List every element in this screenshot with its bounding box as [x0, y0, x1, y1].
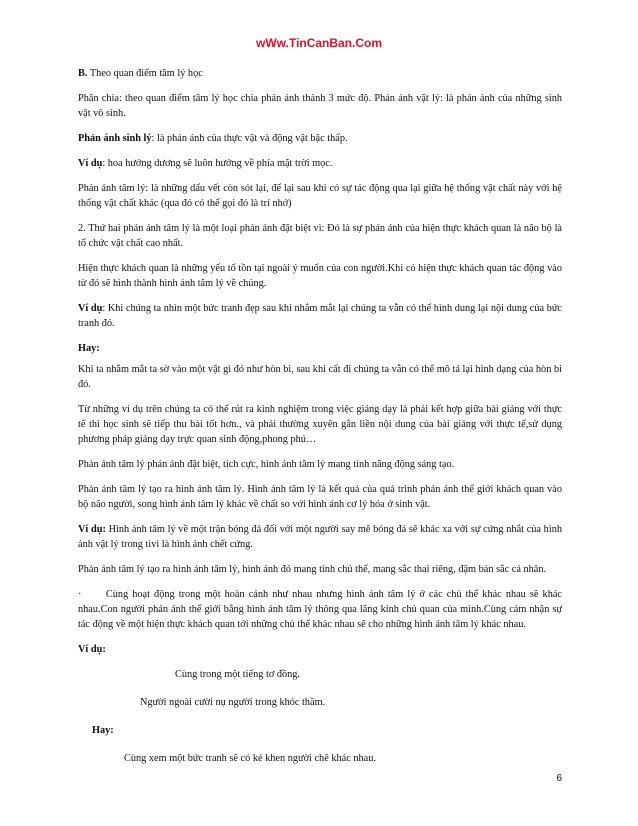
- page-number: 6: [556, 773, 562, 784]
- section-heading-b: [78, 66, 562, 81]
- paragraph-example-sunflower: [78, 156, 562, 171]
- term-label: Phản ánh sinh lý: [78, 133, 152, 144]
- paragraph-example-marble: Khi ta nhắm mắt ta sờ vào một vật gì đó như hòn bi, sau khi cất đi chúng ta vẫn có thể mô tả lại hình dạng của hòn bi đó.: [78, 364, 562, 390]
- paragraph-painting-opinions: Cùng xem một bức tranh sẽ có kẻ khen người chê khác nhau.: [124, 753, 376, 764]
- paragraph-physiological-reflection: [78, 131, 562, 146]
- paragraph-psychological-image: Phản ánh tâm lý tạo ra hình ảnh tâm lý. Hình ảnh tâm lý là kết quả của quá trình phản ánh thế giới khách quan vào bộ não người, song hình ảnh tâm lý khác về chất so với hình ảnh cơ lý hóa ở sinh vật.: [78, 484, 562, 510]
- paragraph-or-label: [78, 341, 562, 356]
- or-label: Hay:: [92, 725, 114, 736]
- section-title: Theo quan điểm tâm lý học: [87, 68, 203, 79]
- paragraph-example-painting: [78, 301, 562, 331]
- site-header[interactable]: wWw.TinCanBan.Com: [256, 36, 382, 50]
- example-label: Ví dụ:: [78, 644, 106, 655]
- paragraph-second-point: 2. Thứ hai phản ánh tâm lý là một loại phản ánh đặt biệt vì: Đó là sự phản ánh của hiện thực khách quan là não bộ là tổ chức vật chất cao nhất.: [78, 223, 562, 249]
- bullet-glyph: ·: [78, 589, 82, 600]
- poem-line-1: Cùng trong một tiếng tơ đồng.: [175, 669, 301, 680]
- example-label: Ví dụ:: [78, 524, 106, 535]
- paragraph-bullet-subjects: [78, 587, 562, 632]
- example-label: Ví dụ: [78, 158, 103, 169]
- example-text: Hình ảnh tâm lý về một trận bóng đá đối với một người say mê bóng đá sẽ khác xa với sự cứng nhắt của hình ảnh vật lý trong tivi là hình ảnh chết cứng.: [78, 524, 562, 550]
- bullet-text: Cùng hoạt động trong một hoàn cảnh như nhau nhưng hình ảnh tâm lý ở các chủ thể khác nhau sẽ khác nhau.Con người phản ánh thế giới bằng hình ảnh tâm lý thông qua lăng kính chủ quan của mình.Cùng cảm nhận sự tác động về một hiện thực khách quan tới những chủ thể khác nhau sẽ cho những hình ảnh tâm lý khác nhau.: [78, 589, 562, 630]
- paragraph-special-reflection: Phản ánh tâm lý phản ánh đặt biệt, tích cực, hình ảnh tâm lý mang tính năng động sáng tạo.: [78, 459, 455, 470]
- poem-line-2: Người ngoài cười nụ người trong khóc thầm.: [140, 697, 326, 708]
- paragraph-example-football: [78, 522, 562, 552]
- example-label: Ví dụ: [78, 303, 103, 314]
- example-text: : Khi chúng ta nhìn một bức tranh đẹp sau khi nhắm mắt lại chúng ta vẫn có thể hình dung lại nội dung của bức tranh đó.: [78, 303, 562, 329]
- page-content: [78, 66, 562, 776]
- section-label: B.: [78, 68, 88, 79]
- paragraph-psychological-reflection: Phản ánh tâm lý: là những dấu vết còn sót lại, để lại sau khi có sự tác động qua lại giữa hệ thống vật chất này với hệ thống vật chất khác (qua đó có thể gọi đó là trí nhớ): [78, 183, 562, 209]
- paragraph-objective-reality: Hiện thực khách quan là những yếu tố tồn tại ngoài ý muốn của con người.Khi có hiện thực khách quan tác động vào từ đó sẽ hình thành hình ảnh tâm lý về chúng.: [78, 263, 562, 289]
- paragraph-or-label-2: [78, 723, 562, 738]
- paragraph-subjective-image: Phản ánh tâm lý tạo ra hình ảnh tâm lý, hình ảnh đó mang tính chủ thể, mang sắc thai riêng, đậm bản sắc cá nhân.: [78, 564, 547, 575]
- or-label: Hay:: [78, 343, 100, 354]
- paragraph-teaching-lesson: Từ những ví dụ trên chúng ta có thể rút ra kinh nghiệm trong việc giảng dạy là phải kết hợp giữa bài giảng với thực tế thì học sinh sẽ tiếp thu bài tốt hơn., và phải thường xuyên gắn liền nội dung của bài giảng với thực tế,sử dụng phương pháp giảng dạy trực quan sinh động,phong phú…: [78, 404, 562, 445]
- example-text: : hoa hướng dương sẽ luôn hướng về phía mặt trời mọc.: [102, 158, 333, 169]
- term-text: : là phản ánh của thực vật và động vật bậc thấp.: [151, 133, 348, 144]
- paragraph-example-label: [78, 642, 562, 657]
- paragraph-classification: Phân chia: theo quan điểm tâm lý học chia phản ánh thành 3 mức độ. Phản ánh vật lý: là phản ánh của những sinh vật vô sinh.: [78, 93, 562, 119]
